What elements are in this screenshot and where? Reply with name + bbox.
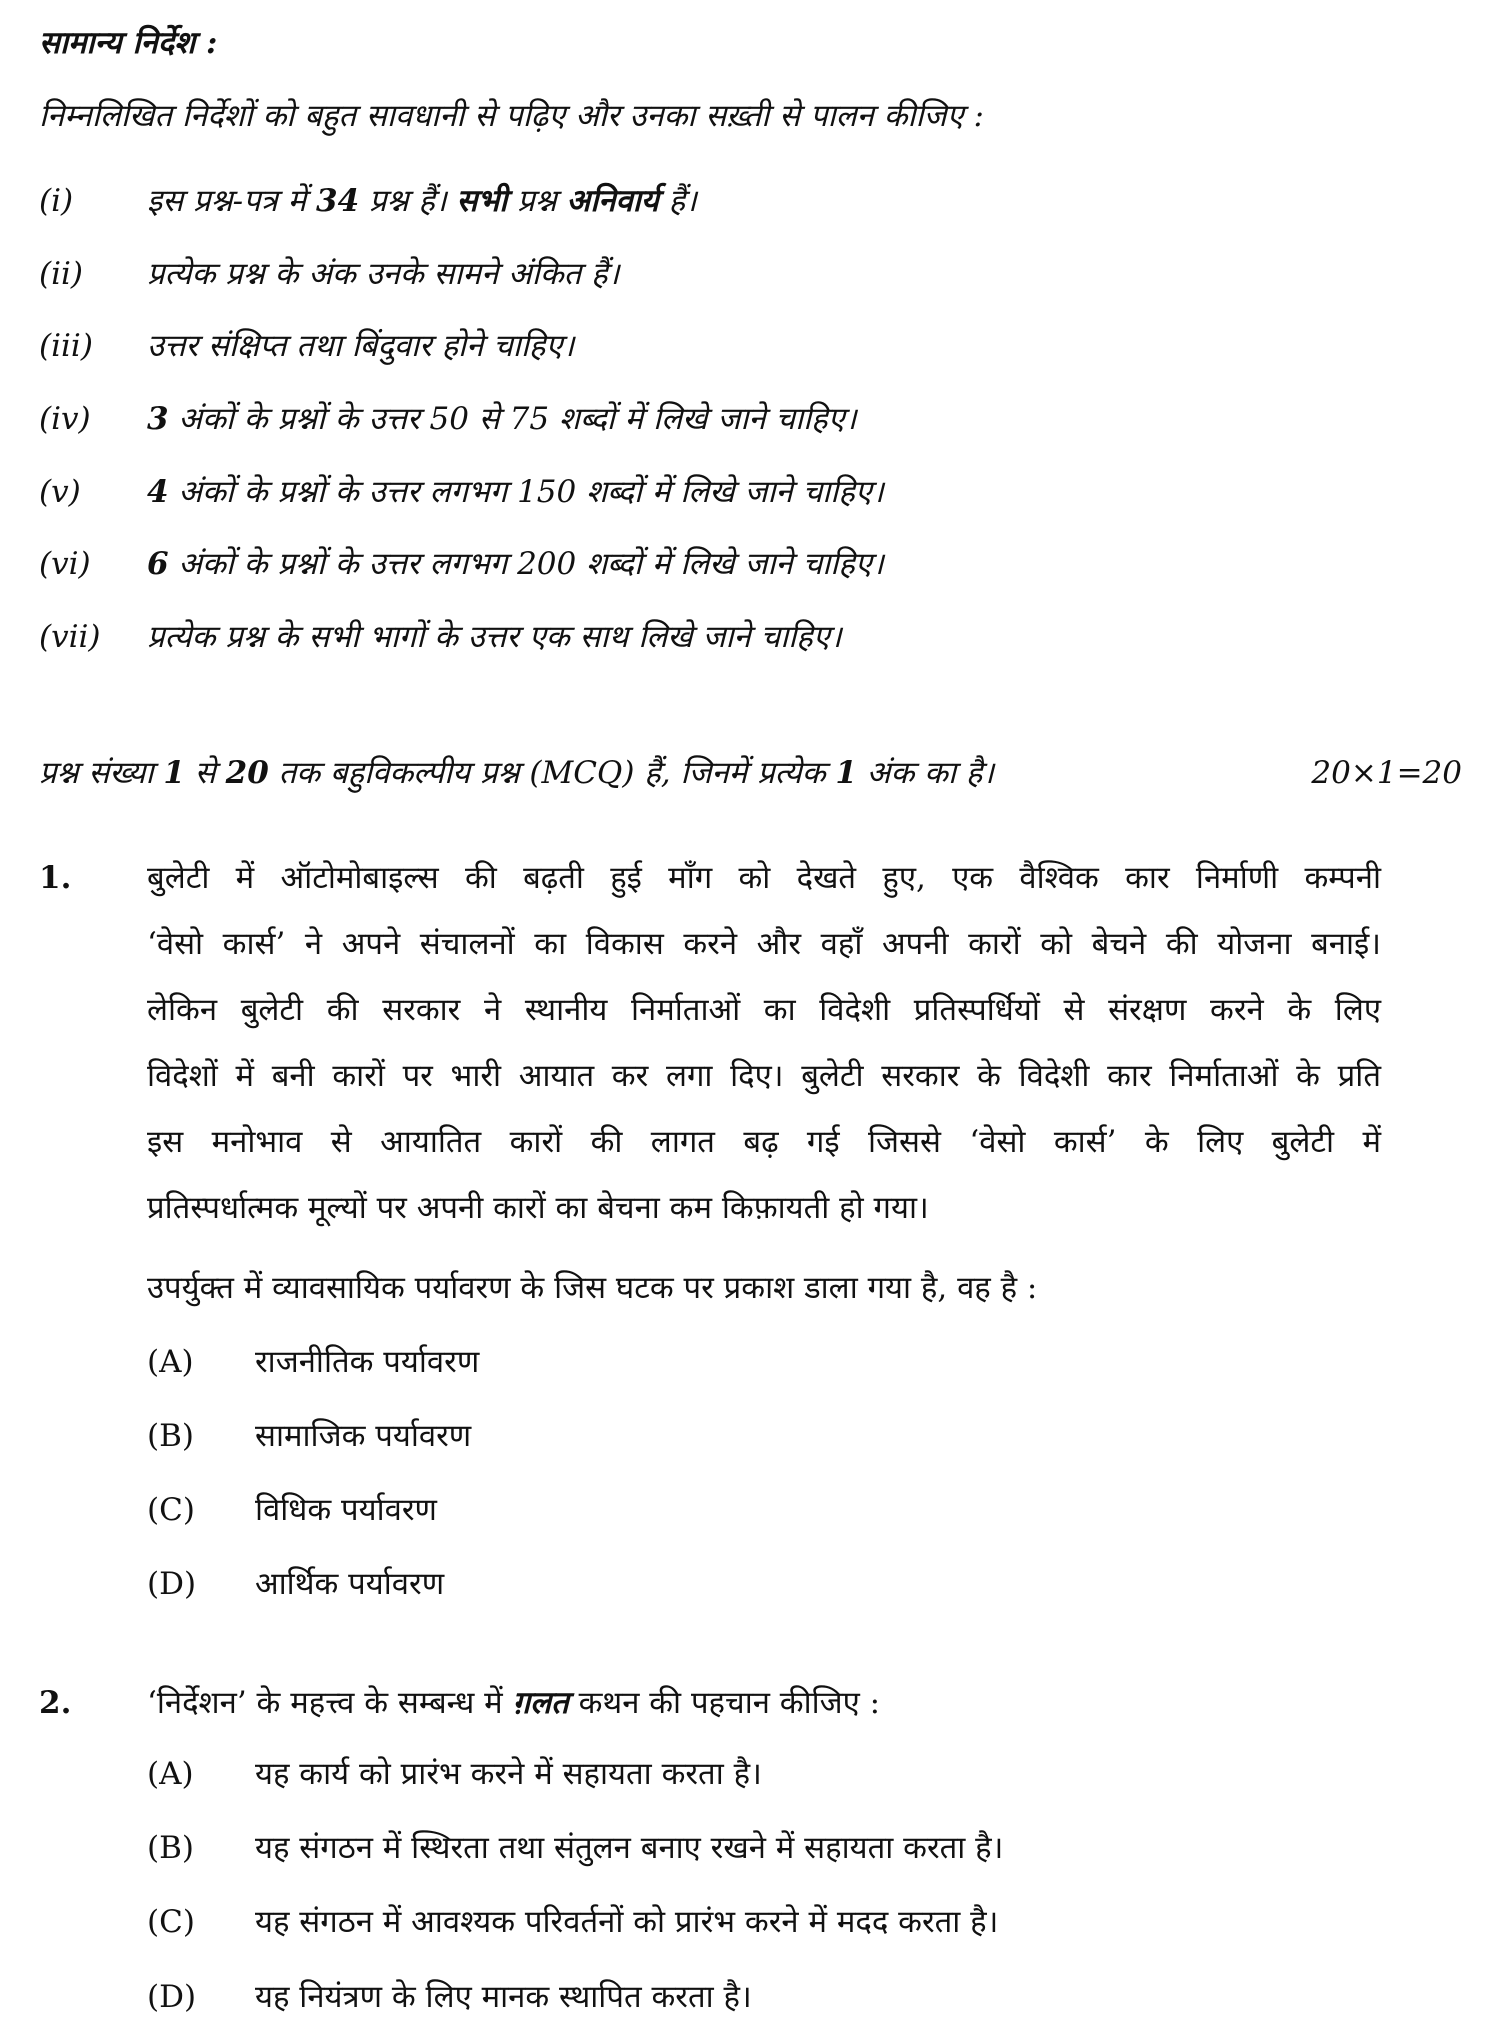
option-label: (A) [147, 1756, 194, 1792]
general-instructions-intro: निम्नलिखित निर्देशों को बहुत सावधानी से पढ़िए और उनका सख़्ती से पालन कीजिए : [39, 98, 984, 134]
section-text: तक बहुविकल्पीय प्रश्न (MCQ) हैं, जिनमें प्रत्येक [268, 755, 836, 791]
question-emphasis: ग़लत [512, 1685, 569, 1721]
section-text: प्रश्न संख्या [39, 755, 164, 791]
instruction-item: उत्तर संक्षिप्त तथा बिंदुवार होने चाहिए। [147, 328, 575, 364]
instruction-item [147, 179, 697, 223]
instruction-text: प्रश्न [507, 183, 567, 219]
instruction-number: (iv) [39, 401, 91, 437]
instruction-text: हैं। [658, 183, 697, 219]
option-label: (D) [147, 1979, 197, 2015]
general-instructions-heading: सामान्य निर्देश : [39, 25, 218, 61]
instruction-item [147, 397, 857, 441]
question-line: लेकिन बुलेटी की सरकार ने स्थानीय निर्माताओं का विदेशी प्रतिस्पर्धियों से संरक्षण करने के लिए [147, 992, 1381, 1028]
section-bold: 20 [225, 755, 269, 791]
instruction-text: अंकों के प्रश्नों के उत्तर 50 से 75 शब्दों में लिखे जाने चाहिए। [168, 401, 857, 437]
option-label: (D) [147, 1566, 197, 1602]
question-line: बुलेटी में ऑटोमोबाइल्स की बढ़ती हुई माँग को देखते हुए, एक वैश्विक कार निर्माणी कम्पनी [147, 860, 1381, 896]
instruction-bold: 6 [147, 546, 169, 582]
instruction-number: (vii) [39, 619, 101, 655]
section-instruction [39, 751, 994, 795]
option-text: सामाजिक पर्यावरण [255, 1418, 472, 1454]
instruction-text: अंकों के प्रश्नों के उत्तर लगभग 150 शब्दों में लिखे जाने चाहिए। [168, 474, 884, 510]
question-number: 1. [39, 860, 72, 896]
instruction-number: (ii) [39, 256, 84, 292]
instruction-bold: 34 [316, 183, 360, 219]
instruction-text: इस प्रश्न-पत्र में [147, 183, 317, 219]
question-line: विदेशों में बनी कारों पर भारी आयात कर लगा दिए। बुलेटी सरकार के विदेशी कार निर्माताओं के प्रति [147, 1058, 1381, 1094]
question-prompt: उपर्युक्त में व्यावसायिक पर्यावरण के जिस घटक पर प्रकाश डाला गया है, वह है : [147, 1270, 1038, 1306]
option-text: आर्थिक पर्यावरण [255, 1566, 445, 1602]
option-text: विधिक पर्यावरण [255, 1492, 437, 1528]
option-label: (A) [147, 1344, 194, 1380]
question-text [147, 1681, 880, 1725]
question-text-part: कथन की पहचान कीजिए : [568, 1685, 881, 1721]
instruction-number: (iii) [39, 328, 93, 364]
instruction-text: प्रश्न हैं। [359, 183, 457, 219]
option-text: यह कार्य को प्रारंभ करने में सहायता करता है। [255, 1756, 762, 1792]
question-line: प्रतिस्पर्धात्मक मूल्यों पर अपनी कारों का बेचना कम किफ़ायती हो गया। [147, 1190, 929, 1226]
instruction-bold: 3 [147, 401, 169, 437]
instruction-item [147, 470, 884, 514]
instruction-bold: 4 [147, 474, 169, 510]
instruction-bold: सभी [456, 183, 508, 219]
option-text: राजनीतिक पर्यावरण [255, 1344, 480, 1380]
question-text [147, 845, 1381, 1241]
option-label: (C) [147, 1904, 195, 1940]
instruction-text: अंकों के प्रश्नों के उत्तर लगभग 200 शब्दों में लिखे जाने चाहिए। [168, 546, 884, 582]
question-text-part: ‘निर्देशन’ के महत्त्व के सम्बन्ध में [147, 1685, 513, 1721]
instruction-number: (v) [39, 474, 81, 510]
instruction-item: प्रत्येक प्रश्न के सभी भागों के उत्तर एक साथ लिखे जाने चाहिए। [147, 619, 842, 655]
option-label: (C) [147, 1492, 195, 1528]
section-text: से [184, 755, 226, 791]
question-line: ‘वेसो कार्स’ ने अपने संचालनों का विकास करने और वहाँ अपनी कारों को बेचने की योजना बनाई। [147, 926, 1381, 962]
option-text: यह संगठन में आवश्यक परिवर्तनों को प्रारंभ करने में मदद करता है। [255, 1904, 999, 1940]
instruction-bold: अनिवार्य [566, 183, 659, 219]
section-text: अंक का है। [856, 755, 995, 791]
question-line: इस मनोभाव से आयातित कारों की लागत बढ़ गई जिससे ‘वेसो कार्स’ के लिए बुलेटी में [147, 1124, 1381, 1160]
option-label: (B) [147, 1418, 194, 1454]
question-number: 2. [39, 1685, 72, 1721]
option-text: यह नियंत्रण के लिए मानक स्थापित करता है। [255, 1979, 752, 2015]
option-label: (B) [147, 1830, 194, 1866]
option-text: यह संगठन में स्थिरता तथा संतुलन बनाए रखने में सहायता करता है। [255, 1830, 1004, 1866]
instruction-number: (vi) [39, 546, 91, 582]
section-marks: 20×1=20 [1311, 755, 1462, 791]
instruction-item: प्रत्येक प्रश्न के अंक उनके सामने अंकित हैं। [147, 256, 620, 292]
section-bold: 1 [835, 755, 857, 791]
instruction-item [147, 542, 884, 586]
instruction-number: (i) [39, 183, 74, 219]
section-bold: 1 [163, 755, 185, 791]
